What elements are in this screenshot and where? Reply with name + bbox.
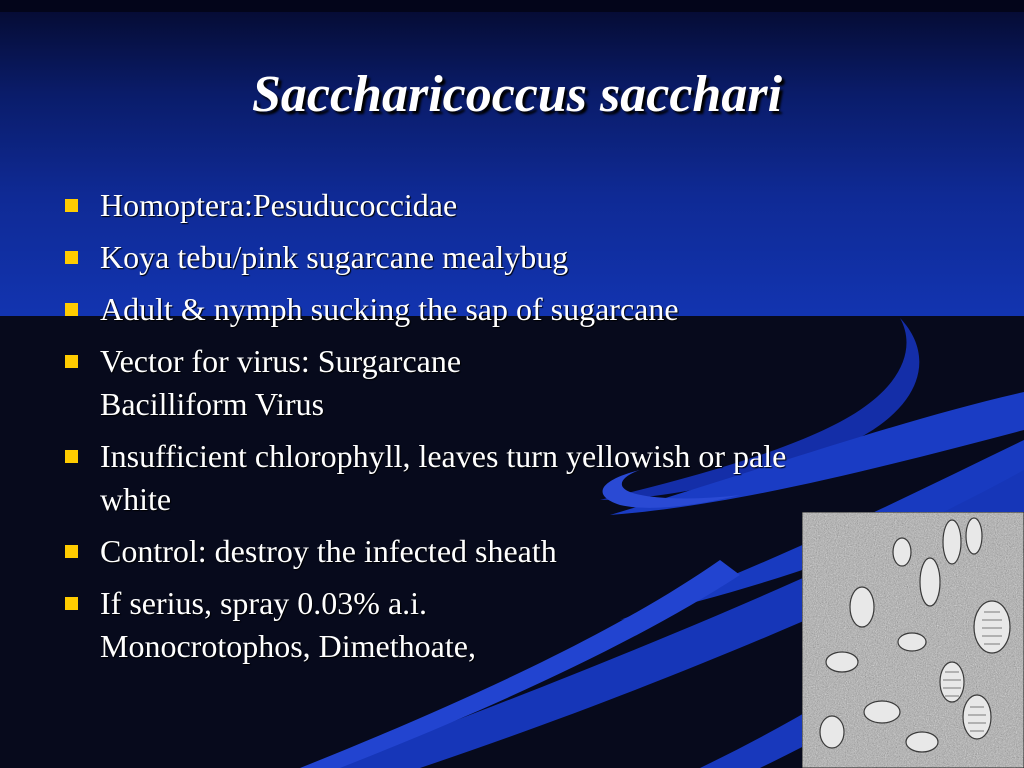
bullet-item bbox=[62, 184, 942, 227]
bullet-text: Vector for virus: Surgarcane Bacilliform Virus bbox=[100, 343, 462, 422]
bullet-text: Koya tebu/pink sugarcane mealybug bbox=[100, 239, 569, 275]
bullet-item bbox=[62, 340, 942, 426]
square-bullet-icon bbox=[65, 251, 78, 264]
square-bullet-icon bbox=[65, 545, 78, 558]
square-bullet-icon bbox=[65, 597, 78, 610]
bullet-item bbox=[62, 435, 942, 521]
square-bullet-icon bbox=[65, 303, 78, 316]
bullet-text: Control: destroy the infected sheath bbox=[100, 533, 557, 569]
bullet-text: Insufficient chlorophyll, leaves turn yellowish or pale white bbox=[100, 438, 787, 517]
square-bullet-icon bbox=[65, 199, 78, 212]
bullet-item bbox=[62, 288, 942, 331]
square-bullet-icon bbox=[65, 450, 78, 463]
slide-title: Saccharicoccus sacchari bbox=[251, 66, 783, 123]
bullet-text: Adult & nymph sucking the sap of sugarcane bbox=[100, 291, 679, 327]
bullet-text: If serius, spray 0.03% a.i. Monocrotophos, Dimethoate, bbox=[100, 585, 476, 664]
bullet-item bbox=[62, 236, 942, 279]
square-bullet-icon bbox=[65, 355, 78, 368]
bullet-text: Homoptera:Pesuducoccidae bbox=[100, 187, 458, 223]
mealybug-photo bbox=[802, 512, 1024, 768]
